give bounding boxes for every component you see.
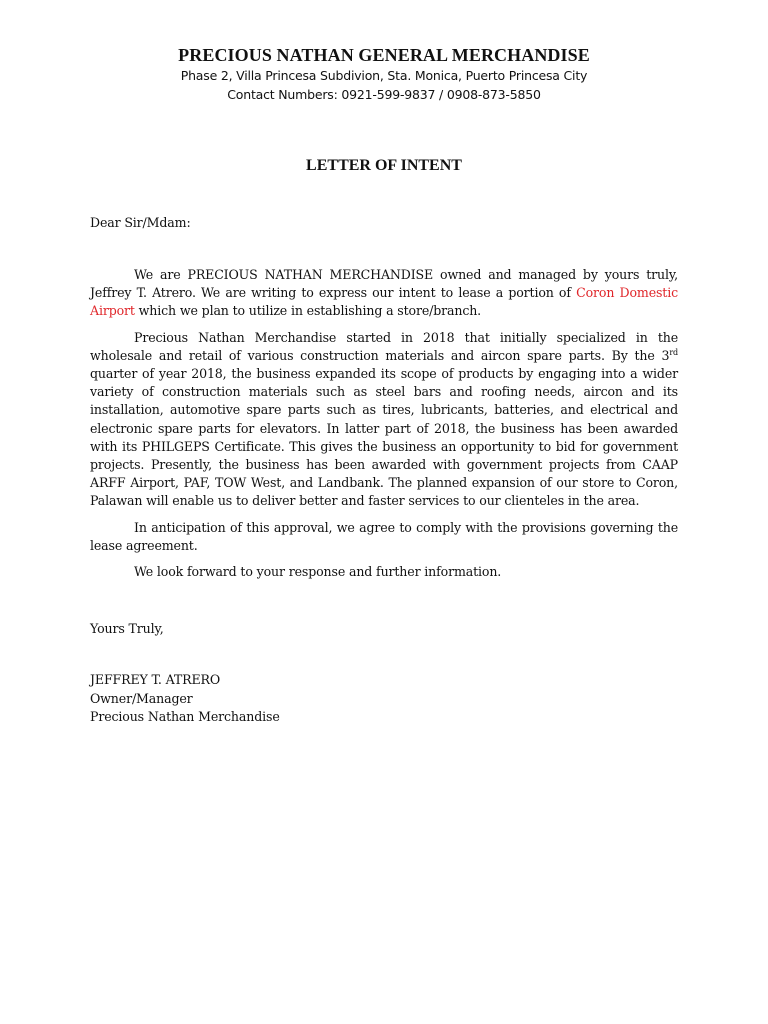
signatory-company: Precious Nathan Merchandise bbox=[90, 709, 280, 725]
company-address: Phase 2, Villa Princesa Subdivion, Sta. Monica, Puerto Princesa City bbox=[180, 68, 588, 83]
paragraph-closing-remark: We look forward to your response and further information. bbox=[134, 564, 502, 580]
signatory-position: Owner/Manager bbox=[90, 690, 193, 706]
document-title: LETTER OF INTENT bbox=[306, 157, 462, 174]
letter-body bbox=[90, 266, 678, 589]
contact-numbers: Contact Numbers: 0921-599-9837 / 0908-873-5850 bbox=[227, 87, 541, 102]
closing: Yours Truly, bbox=[90, 621, 164, 636]
paragraph-compliance: In anticipation of this approval, we agree to comply with the provisions governing the lease agreement. bbox=[90, 519, 678, 553]
paragraph-intro bbox=[90, 266, 678, 321]
signatory-name: JEFFREY T. ATRERO bbox=[90, 672, 221, 687]
paragraph-background bbox=[90, 329, 678, 511]
paragraph-background-text-end: quarter of year 2018, the business expanded its scope of products by engaging into a wider variety of construction materials such as steel bars and roofing needs, aircon and its installation, automotive spare parts such as tires, lubricants, batteries, and electrical and electronic spare parts for elevators. In latter part of 2018, the business has been awarded with its PHILGEPS Certificate. This gives the business an opportunity to bid for government projects. Presently, the business has been awarded with government projects from CAAP ARFF Airport, PAF, TOW West, and Landbank. The planned expansion of our store to Coron, Palawan will enable us to deliver better and faster services to our clienteles in the area. bbox=[90, 366, 678, 509]
salutation: Dear Sir/Mdam: bbox=[90, 215, 191, 230]
signature-block bbox=[90, 671, 280, 727]
paragraph-intro-text: We are PRECIOUS NATHAN MERCHANDISE owned and managed by yours truly, Jeffrey T. Atrero. We are writing to express our intent to lease a portion of bbox=[90, 267, 678, 301]
paragraph-intro-text-end: which we plan to utilize in establishing a store/branch. bbox=[134, 303, 482, 319]
company-name: PRECIOUS NATHAN GENERAL MERCHANDISE bbox=[178, 45, 590, 65]
ordinal-superscript: rd bbox=[669, 347, 678, 357]
paragraph-background-text: Precious Nathan Merchandise started in 2018 that initially specialized in the wholesale and retail of various construction materials and aircon spare parts. By the 3 bbox=[90, 329, 678, 363]
highlighted-location: Coron Domestic Airport bbox=[90, 285, 678, 319]
letterhead bbox=[0, 44, 768, 104]
